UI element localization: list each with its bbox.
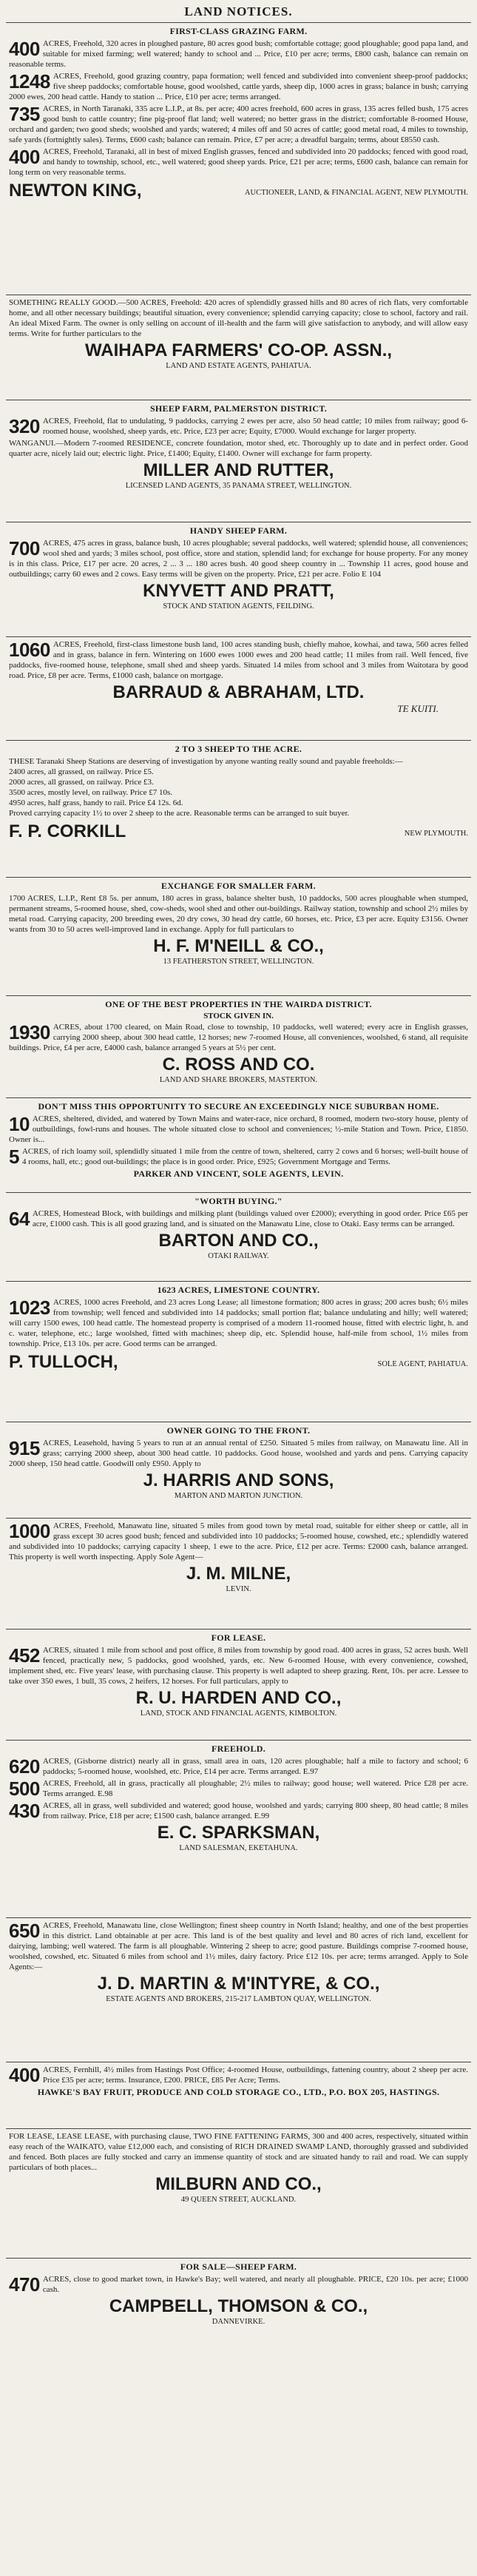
ad-heading: HANDY SHEEP FARM. <box>189 525 288 536</box>
agent-line <box>9 179 468 201</box>
listing-text: ACRES, sheltered, divided, and watered by Town Mains and water-race, nice orchard, 8 roomed, modern two-story house, plenty of outbuildings, fowl-runs and houses. The whole situated close to school and conveniences; ½-mile Station and Town. Price, £1850. Owner is... <box>9 1114 468 1144</box>
agent-name: CAMPBELL, THOMSON & CO., <box>109 2296 368 2316</box>
listing <box>9 1438 468 1469</box>
listing-text: ACRES, all in grass, well subdivided and watered; good house, woolshed and yards; carrying 800 sheep, 80 head cattle; 8 miles from railway. Price, £18 per acre; £1500 cash, balance arranged. E.99 <box>42 1801 468 1820</box>
listing-text: ACRES, Freehold, first-class limestone bush land, 100 acres standing bush, chiefly mahoe, kowhai, and tawa, 560 acres felled and in grass, balance in fern. Wintering on 1600 ewes 1000 ewes and 200 head cattle; 11 miles from rail. Well fenced, five paddocks, five-roomed house, telephone, small shed and sheep yards. Situated 14 miles from school and 3 miles from Waitotara by good road. Price, £8 per acre. Terms, £1000 cash, balance on mortgage. <box>9 640 468 680</box>
agent-name: BARTON AND CO., <box>158 1231 319 1251</box>
listing-acreage: 320 <box>9 415 40 437</box>
listing-text: ACRES, situated 1 mile from school and post office, 8 miles from township by good road. 400 acres in grass, 52 acres bush. Well fenced, practically new, 5 paddocks, good woolshed, yards, etc. New 6-roomed House, with every convenience, cowshed, implement shed, etc. Five years' lease, with purchasing clause. This property is well adapted to sheep grazing. Rent, 10s. per acre. Lessee to take over 350 ewes, 1 bull, 35 cows, 2 heifers, 12 horses. For full particulars, apply to <box>9 1646 468 1686</box>
agent-name: F. P. CORKILL <box>9 821 126 841</box>
ad-campbell <box>6 2258 471 2339</box>
ad-waihapa <box>6 295 471 400</box>
listing <box>9 893 468 935</box>
listing-acreage: 735 <box>9 103 40 125</box>
agent-line <box>9 820 468 842</box>
listing <box>9 1778 468 1799</box>
agent-address: 49 QUEEN STREET, AUCKLAND. <box>180 2196 297 2204</box>
listing <box>9 639 468 681</box>
listing-text: ACRES, 475 acres in grass, balance bush, 10 acres ploughable; several paddocks, well watered; splendid house, all conveniences; wool shed and yards; 3 miles school, post office, store and station, splendid land; for exchange for house property. For any money is in this class. Price, £17 per acre. 20 acres, 2 ... 3 ... 180 acres bush. 40 good sheep country in ... Township 11 acres, good house and outbuildings; carry 60 ewes and 2 cows. Easy terms will be given on the property. Price, £21 per acre. Folio E 104 <box>9 539 468 579</box>
ad-martin <box>6 1917 471 2062</box>
listing <box>9 756 468 818</box>
agent-address: STOCK AND STATION AGENTS, FEILDING. <box>163 602 314 611</box>
listing-acreage: 915 <box>9 1437 40 1459</box>
listing-acreage: 400 <box>9 2064 40 2086</box>
agent-name: MILBURN AND CO., <box>155 2174 322 2194</box>
listing-text: ACRES, close to good market town, in Hawke's Bay; well watered, and nearly all ploughable. PRICE, £20 10s. per acre; £1000 cash. <box>42 2275 468 2294</box>
listing-text: ACRES, Leasehold, having 5 years to run at an annual rental of £250. Situated 5 miles from railway, on Manawatu line. All in grass; carrying 2000 sheep, about 300 head cattle. 10 paddocks. Good house, woolshed and yards and pens. Carrying capacity 2000 sheep, 150 head cattle. Goodwill only £950. Apply to <box>9 1439 468 1468</box>
ad-hawkes <box>6 2062 471 2128</box>
listing-text: ACRES, of rich loamy soil, splendidly situated 1 mile from the centre of town, sheltered, carry 2 cows and 6 horses; well-built house of 4 rooms, hall, etc.; good out-buildings; the place is in good order. Price, £925; Government Mortgage and Terms. <box>21 1147 468 1166</box>
listing <box>9 2065 468 2085</box>
ad-heading: OWNER GOING TO THE FRONT. <box>166 1425 311 1436</box>
listing <box>9 38 468 70</box>
agent-address: MARTON AND MARTON JUNCTION. <box>174 1492 303 1500</box>
listing <box>9 71 468 102</box>
listing-acreage: 620 <box>9 1755 40 1778</box>
ad-heading: FREEHOLD. <box>211 1743 266 1754</box>
listing <box>9 438 468 459</box>
ad-milburn <box>6 2128 471 2258</box>
agent-address: SOLE AGENT, PAHIATUA. <box>377 1360 468 1368</box>
listing-acreage: 5 <box>9 1146 19 1168</box>
agent-name: NEWTON KING, <box>9 181 142 201</box>
agent-address: LAND, STOCK AND FINANCIAL AGENTS, KIMBOLTON. <box>140 1709 337 1718</box>
listing-text: ACRES, Fernhill, 4½ miles from Hastings Post Office; 4-roomed House, outbuildings, fattening country, about 2 sheep per acre. Price £35 per acre; terms. Insurance, £200. PRICE, £85 Per Acre; Terms. <box>42 2065 468 2085</box>
agent-name: H. F. M'NEILL & CO., <box>153 936 324 956</box>
listing-text: ACRES, Freehold, Manawatu line, close Wellington; finest sheep country in North Island; healthy, and one of the best properties in this district. Land obtainable at per acre. This land is of the best quality and level and 80 acres of rich land, excellent for dairying, lambing; well watered. The farm is all ploughable. Wintering 2 sheep to acre; good pasture. Buildings comprise 7-roomed house, woolshed, cowshed, etc. Situated 6 miles from school and 1½ miles, dairy factory. Price £12 10s. per acre; terms arranged. Apply to Sole Agents:— <box>9 1921 468 1971</box>
listing <box>9 1645 468 1686</box>
listing <box>9 147 468 178</box>
listing-acreage: 64 <box>9 1208 30 1230</box>
listing <box>9 1146 468 1167</box>
agent-name: P. TULLOCH, <box>9 1352 118 1372</box>
listing-text: THESE Taranaki Sheep Stations are deserving of investigation by anyone wanting really sound and payable freeholds:— 2400 acres, all grassed, on railway. Price £5. 2000 acres, all grassed, on railway. Price £3. 3500 acres, mostly level, on railway. Price £7 10s. 4950 acres, half grass, handy to rail. Price £4 12s. 6d. Proved carrying capacity 1½ to over 2 sheep to the acre. Reasonable terms can be arranged to suit buyer. <box>9 757 403 818</box>
ad-heading: FOR SALE—SHEEP FARM. <box>180 2261 297 2272</box>
agent-address: 13 FEATHERSTON STREET, WELLINGTON. <box>163 958 314 966</box>
ad-heading: 2 TO 3 SHEEP TO THE ACRE. <box>175 744 302 754</box>
listing-text: ACRES, Freehold, flat to undulating, 9 paddocks, carrying 2 ewes per acre, also 50 head cattle; 10 miles from railway; good 6-roomed house, woolshed, sheep yards, etc. Price, £23 per acre; Equity, £7000. Would exchange for larger property. <box>42 417 468 436</box>
listing-text: ACRES, about 1700 cleared, on Main Road, close to township, 10 paddocks, well watered; every acre in English grasses, carrying 2000 sheep, about 300 head cattle, 12 horses; new 7-roomed House, all conveniences, woolshed, 6 stand, all requisite buildings. Price, £4 per acre, £4000 cash, balance arranged 5 years at 5½ per cent. <box>9 1023 468 1052</box>
listing-text: ACRES, Freehold, 320 acres in ploughed pasture, 80 acres good bush; comfortable cottage; good ploughable; good papa land, and suitable for mixed farming; well watered; handy to school and ... Price, £10 per acre; terms, £800 cash, balance can remain on reasonable terms. <box>9 39 468 69</box>
listing-text: ACRES, Freehold, Taranaki, all in best of mixed English grasses, fenced and subdivided into 20 paddocks; fenced with good road, and handy to township, school, etc., well watered; good sheep yards. Price, £21 per acre; terms, £600 cash, balance can remain for long term on very reasonable terms. <box>9 147 468 177</box>
agent-name: PARKER AND VINCENT, SOLE AGENTS, LEVIN. <box>133 1168 344 1179</box>
listing-text: WANGANUI.—Modern 7-roomed RESIDENCE, concrete foundation, motor shed, etc. Thoroughly up to date and in perfect order. Good quarter acre, nicely laid out; electric light. Price, £1400; Equity, £1400. Owner will exchange for farm property. <box>9 439 468 458</box>
listing-text: 1700 ACRES, L.I.P., Rent £8 5s. per annum, 180 acres in grass, balance shelter bush, 10 paddocks, 500 acres ploughable when stumped, permanent streams, 5-roomed house, shed, cow-sheds, wool shed and other out-buildings. Railway station, township and school 2½ miles by metal road. Carrying capacity, 200 breeding ewes, 20 dry cows, 30 head dry cattle, 60 horses, etc. Price, £3 per acre. Equity £3156. Owner wants from 30 to 50 acres well-improved land in exchange. Apply for full particulars to <box>9 894 468 934</box>
ad-heading: SHEEP FARM, PALMERSTON DISTRICT. <box>149 403 328 414</box>
agent-address: LEVIN. <box>226 1585 251 1593</box>
listing-acreage: 430 <box>9 1800 40 1822</box>
agent-address: LICENSED LAND AGENTS, 35 PANAMA STREET, WELLINGTON. <box>125 482 352 490</box>
agent-address: AUCTIONEER, LAND, & FINANCIAL AGENT, NEW PLYMOUTH. <box>244 189 468 197</box>
ad-sparksman <box>6 1740 471 1917</box>
listing <box>9 297 468 339</box>
ad-heading: EXCHANGE FOR SMALLER FARM. <box>161 881 316 891</box>
ad-harris <box>6 1422 471 1518</box>
agent-name: KNYVETT AND PRATT, <box>143 581 334 601</box>
listing-acreage: 1930 <box>9 1021 50 1043</box>
listing-acreage: 1023 <box>9 1297 50 1319</box>
listing <box>9 1800 468 1821</box>
listing-text: ACRES, 1000 acres Freehold, and 23 acres Long Lease; all limestone formation; 800 acres in grass; 200 acres bush; 6½ miles from township; well fenced and subdivided into 14 paddocks; small portion flat; balance undulating and hilly; well watered; will carry 1500 ewes, 100 head cattle. The homestead property is comprised of a modern 11-roomed house, fitted with electric light, h. and c. water, telephone, etc.; large woolshed, fitted with machines; sheep dip, etc. Splendid house, half-mile from school, 1½ miles from township. Price, £13 10s. per acre. Good terms can be arranged. <box>9 1298 468 1348</box>
agent-location: TE KUITI. <box>397 703 439 714</box>
listing-text: ACRES, in North Taranaki, 335 acre L.I.P., at 8s. per acre; 400 acres freehold, 600 acres in grass, 135 acres felled bush, 175 acres good bush to cattle country; fine pig-proof flat land; well watered; no better grass in the district; comfortable 8-roomed House, orchard and garden; two good sheds; woolshed and yards; watered; 4 miles off and 50 acres of cattle; good metal road, 4 miles to township, safe yards (fortnightly sales). Terms, £600 cash; balance can remain. Price, £7 per acre; a dreadful bargain; terms, about £8550 cash. <box>9 104 468 144</box>
ad-knyvett <box>6 522 471 636</box>
ad-yarrow <box>6 22 471 295</box>
listing-text: ACRES, Homestead Block, with buildings and milking plant (buildings valued over £2000); everything in good order. Price £65 per acre, £1000 cash. This is all good grazing land, and is situated on the Manawatu Line, close to Otaki. Easy terms can be arranged. <box>32 1209 468 1228</box>
listing <box>9 1022 468 1053</box>
listing-acreage: 400 <box>9 38 40 60</box>
listing-text: FOR LEASE, LEASE LEASE, with purchasing clause, TWO FINE FATTENING FARMS, 300 and 400 acres, respectively, situated within easy reach of the WAIKATO, value £12,000 each, and consisting of RICH DRAINED SWAMP LAND, thoroughly grassed and subdivided and fenced. Both places are fully stocked and carry an immense quantity of stock and are situated handy to rail and road. We can supply particulars of both places... <box>9 2132 468 2172</box>
listing-text: SOMETHING REALLY GOOD.—500 ACRES, Freehold: 420 acres of splendidly grassed hills and 80 acres of rich flats, very comfortable home, and all other necessary buildings; beautiful situation, every convenience; splendid carrying capacity; close to school, factory and rail. An ideal Mixed Farm. The owner is only selling on account of ill-health and the farm will give satisfaction to anybody, and will allow easy terms. Write for further particulars to the <box>9 298 468 338</box>
ad-barraud <box>6 636 471 740</box>
page-title: LAND NOTICES. <box>184 4 293 19</box>
ad-subheading: STOCK GIVEN IN. <box>203 1012 274 1020</box>
ad-parker <box>6 1097 471 1192</box>
listing <box>9 1920 468 1972</box>
listing <box>9 416 468 437</box>
agent-name: J. M. MILNE, <box>186 1564 291 1584</box>
agent-address: LAND SALESMAN, EKETAHUNA. <box>179 1844 298 1852</box>
agent-name: R. U. HARDEN AND CO., <box>135 1688 342 1708</box>
agent-name: E. C. SPARKSMAN, <box>157 1823 320 1843</box>
agent-address: NEW PLYMOUTH. <box>404 830 468 838</box>
ad-miller <box>6 400 471 522</box>
listing-text: ACRES, Freehold, all in grass, practically all ploughable; 2½ miles to railway; good house; well watered. Price £28 per acre. Terms arranged. E.98 <box>42 1779 468 1798</box>
ad-heading: "WORTH BUYING." <box>194 1196 283 1206</box>
listing-text: ACRES, Freehold, Manawatu line, situated 5 miles from good town by metal road, suitable for either sheep or cattle, all in grass except 30 acres good bush; fenced and subdivided into 10 paddocks; 5-roomed house, cowshed, etc.; splendidly watered and subdivided into 10 paddocks; carrying capacity 1 sheep, 1 ewe to the acre. Price, £12 per acre. Terms: £2000 cash, balance arranged. This property is well worth inspecting. Apply Sole Agent— <box>9 1521 468 1561</box>
listing-acreage: 1060 <box>9 639 50 661</box>
listing-acreage: 452 <box>9 1644 40 1667</box>
listing-acreage: 1248 <box>9 70 50 93</box>
listing-acreage: 470 <box>9 2273 40 2296</box>
listing <box>9 1756 468 1777</box>
listing <box>9 2274 468 2295</box>
agent-name: WAIHAPA FARMERS' CO-OP. ASSN., <box>84 340 393 360</box>
listing-acreage: 650 <box>9 1920 40 1942</box>
agent-name: J. HARRIS AND SONS, <box>143 1470 334 1490</box>
listing <box>9 1521 468 1562</box>
agent-address: LAND AND SHARE BROKERS, MASTERTON. <box>159 1076 318 1084</box>
agent-address: ESTATE AGENTS AND BROKERS, 215-217 LAMBTON QUAY, WELLINGTON. <box>106 1995 371 2003</box>
ad-heading: ONE OF THE BEST PROPERTIES IN THE WAIRDA DISTRICT. <box>105 999 372 1009</box>
agent-address: LAND AND ESTATE AGENTS, PAHIATUA. <box>166 362 311 370</box>
agent-address: DANNEVIRKE. <box>212 2318 265 2326</box>
listing-acreage: 1000 <box>9 1520 50 1542</box>
agent-name: J. D. MARTIN & M'INTYRE, & CO., <box>97 1974 380 1994</box>
listing <box>9 104 468 145</box>
listing-text: ACRES, Freehold, good grazing country, papa formation; well fenced and subdivided into convenient sheep-proof paddocks; five sheep paddocks; comfortable house, good woolshed, cattle yards, sheep dip, 1000 acres in grass; balance in bush; carrying 2000 ewes, 200 head cattle. Handy to station ... Price, £10 per acre; terms arranged. <box>9 72 468 101</box>
ad-heading: FOR LEASE. <box>211 1632 266 1643</box>
agent-line <box>9 1351 468 1373</box>
listing <box>9 2131 468 2173</box>
ad-heading: DON'T MISS THIS OPPORTUNITY TO SECURE AN EXCEEDINGLY NICE SUBURBAN HOME. <box>38 1101 439 1112</box>
listing-acreage: 10 <box>9 1113 30 1135</box>
ad-heading: FIRST-CLASS GRAZING FARM. <box>169 26 308 36</box>
ad-tulloch <box>6 1281 471 1422</box>
listing <box>9 1208 468 1229</box>
ad-harden <box>6 1629 471 1740</box>
listing <box>9 1114 468 1145</box>
agent-address: OTAKI RAILWAY. <box>208 1252 269 1260</box>
listing-text: ACRES, (Gisborne district) nearly all in grass, small area in oats, 120 acres ploughable; half a mile to factory and school; 6 paddocks; 5-roomed house, woolshed, etc. Price, £14 per acre. Terms arranged. E.97 <box>42 1757 468 1776</box>
agent-name: HAWKE'S BAY FRUIT, PRODUCE AND COLD STORAGE CO., LTD., P.O. BOX 205, HASTINGS. <box>37 2087 440 2097</box>
agent-name: C. ROSS AND CO. <box>162 1055 315 1075</box>
agent-name: MILLER AND RUTTER, <box>143 460 334 480</box>
ad-ross <box>6 995 471 1097</box>
ad-corkill <box>6 740 471 877</box>
ad-barton <box>6 1192 471 1281</box>
ad-heading: 1623 ACRES, LIMESTONE COUNTRY. <box>157 1285 320 1295</box>
ads-column <box>6 22 471 2339</box>
listing <box>9 538 468 579</box>
listing-acreage: 700 <box>9 537 40 559</box>
agent-name: BARRAUD & ABRAHAM, LTD. <box>112 682 365 702</box>
listing-acreage: 400 <box>9 146 40 168</box>
listing <box>9 1297 468 1349</box>
ad-mcneill <box>6 877 471 995</box>
ad-milne <box>6 1518 471 1629</box>
listing-acreage: 500 <box>9 1778 40 1800</box>
